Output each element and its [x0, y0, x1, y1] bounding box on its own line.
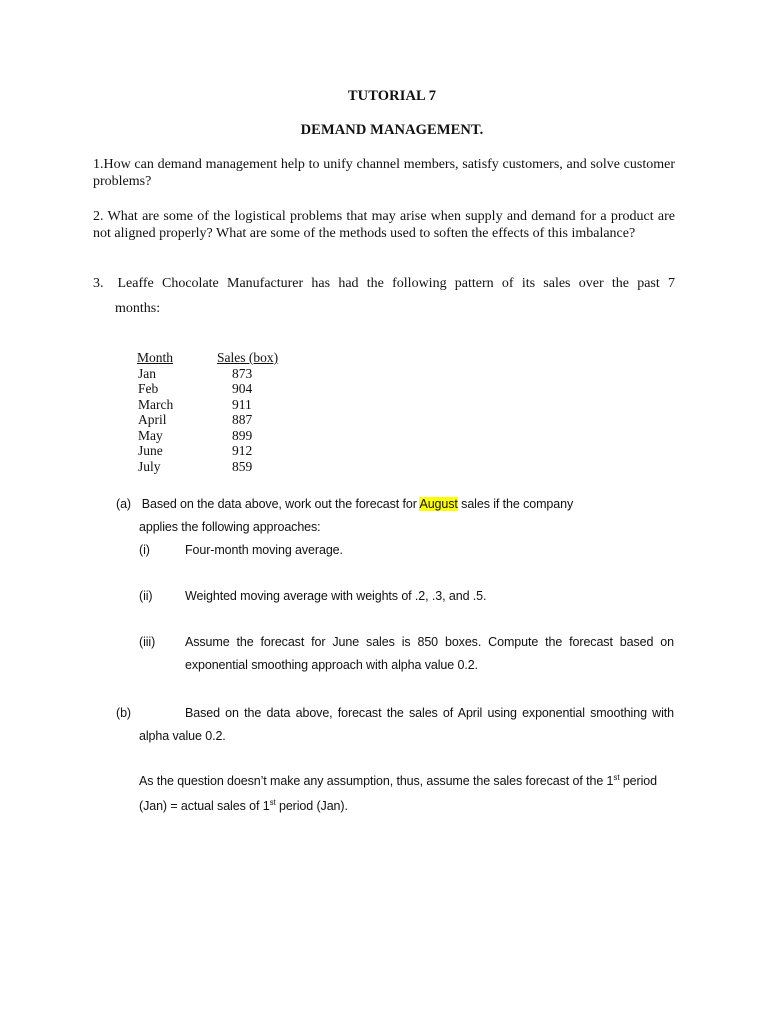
document-subtitle: DEMAND MANAGEMENT.	[300, 122, 484, 138]
part-a-label: (a)	[116, 497, 131, 511]
part-b-line-1-text: Based on the data above, forecast the sales of April using exponential smoothing with	[185, 706, 674, 720]
month-cell: June	[138, 443, 163, 458]
question-3-number: 3.	[93, 276, 104, 291]
part-b-note-line-1	[139, 774, 657, 788]
question-3	[93, 276, 675, 317]
ordinal-suffix: st	[269, 798, 276, 807]
part-b-note-line-2	[139, 799, 348, 813]
part-a-line-2: applies the following approaches:	[139, 520, 321, 534]
part-a-item-iii-line-2: exponential smoothing approach with alpha value 0.2.	[185, 658, 478, 672]
question-3-line-1-text: Leaffe Chocolate Manufacturer has had the following pattern of its sales over the past 7	[117, 276, 675, 291]
part-a-item-ii-num: (ii)	[139, 589, 153, 603]
part-b-note-text: As the question doesn’t make any assumption, thus, assume the sales forecast of the 1	[139, 774, 614, 788]
question-2: 2. What are some of the logistical problems that may arise when supply and demand for a product are not aligned properly? What are some of the methods used to soften the effects of this imbalance?	[93, 209, 675, 241]
month-cell: July	[138, 458, 161, 474]
month-cell: April	[138, 412, 167, 427]
part-a-item-iii-num: (iii)	[139, 635, 156, 649]
sales-cell: 904	[232, 381, 253, 396]
month-cell: Jan	[138, 365, 156, 381]
sales-cell: 873	[232, 365, 253, 381]
month-cell: Feb	[138, 381, 159, 396]
highlighted-august: August	[419, 497, 458, 511]
month-cell: May	[138, 427, 163, 443]
part-b-note-text-end: period	[619, 774, 657, 788]
sales-cell: 912	[232, 443, 253, 458]
question-3-text	[104, 276, 676, 292]
column-header-month: Month	[137, 350, 174, 365]
part-a-item-i-num: (i)	[139, 543, 150, 557]
sales-cell: 899	[232, 427, 253, 443]
document-title: TUTORIAL 7	[347, 88, 437, 104]
part-b-note-text-2: (Jan) = actual sales of 1	[139, 799, 270, 813]
part-b-note-text-2-end: period (Jan).	[275, 799, 348, 813]
part-b-line-1	[185, 706, 674, 720]
sales-cell: 859	[232, 458, 253, 474]
question-1: 1.How can demand management help to unify channel members, satisfy customers, and solve customer problems?	[93, 157, 675, 189]
part-a-text-after: sales if the company	[461, 497, 574, 511]
part-b-label: (b)	[116, 706, 131, 720]
ordinal-suffix: st	[613, 773, 620, 782]
sales-cell: 911	[232, 396, 252, 412]
question-3-line-1	[93, 276, 675, 292]
month-cell: March	[138, 396, 174, 412]
part-a-item-ii-text: Weighted moving average with weights of .2, .3, and .5.	[185, 589, 487, 603]
part-b-line-2: alpha value 0.2.	[139, 729, 226, 743]
part-a-line-1	[116, 497, 573, 511]
question-3-line-2: months:	[115, 301, 161, 316]
part-a-text-before: Based on the data above, work out the forecast for	[141, 497, 417, 511]
part-a-item-i-text: Four-month moving average.	[185, 543, 343, 557]
part-a-item-iii-line-1-text: Assume the forecast for June sales is 850 boxes. Compute the forecast based on	[185, 635, 674, 649]
part-a-item-iii-line-1	[185, 635, 674, 649]
sales-cell: 887	[232, 412, 253, 427]
column-header-sales: Sales (box)	[217, 350, 279, 365]
